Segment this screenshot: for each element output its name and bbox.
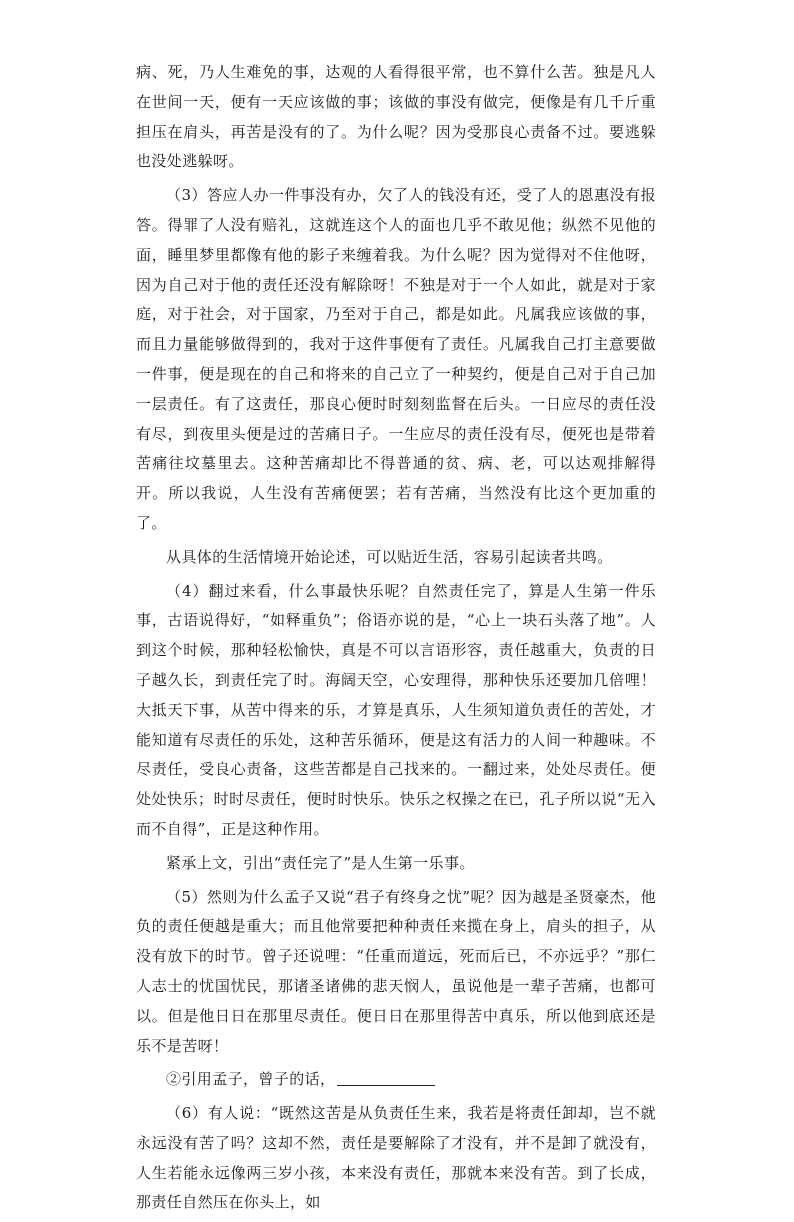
annotation-1: 从具体的生活情境开始论述，可以贴近生活，容易引起读者共鸣。 [166,547,613,566]
answer-blank[interactable] [337,1069,435,1086]
paragraph-6: （6）有人说：“既然这苦是从负责任生来，我若是将责任卸却，岂不就永远没有苦了吗？这却不然，责任是要解除了才没有，并不是卸了就没有，人生若能永远像两三岁小孩，本来没有责任，那就本来没有苦。到了长成，那责任自然压在你头上，如 [136,1104,656,1212]
annotation-2: 紧承上文，引出“责任完了”是人生第一乐事。 [166,853,475,872]
paragraph-3: （3）答应人办一件事没有办，欠了人的钱没有还，受了人的恩惠没有报答。得罪了人没有赔礼，这就连这个人的面也几乎不敢见他；纵然不见他的面，睡里梦里都像有他的影子来缠着我。为什么呢？因为觉得对不住他呀，因为自己对于他的责任还没有解除呀！不独是对于一个人如此，就是对于家庭，对于社会，对于国家，乃至对于自己，都是如此。凡属我应该做的事，而且力量能够做得到的，我对于这件事便有了责任。凡属我自己打主意要做一件事，便是现在的自己和将来的自己立了一种契约，便是自己对于自己加一层责任。有了这责任，那良心便时时刻刻监督在后头。一日应尽的责任没有尽，到夜里头便是过的苦痛日子。一生应尽的责任没有尽，便死也是带着苦痛往坟墓里去。这种苦痛却比不得普通的贫、病、老，可以达观排解得开。所以我说，人生没有苦痛便罢；若有苦痛，当然没有比这个更加重的了。 [136,186,656,532]
question-2 [136,1065,656,1095]
document-body [136,58,656,1222]
question-2-text: ②引用孟子，曾子的话， [166,1070,336,1089]
paragraph-continuation: 病、死，乃人生难免的事，达观的人看得很平常，也不算什么苦。独是凡人在世间一天，便有一天应该做的事；该做的事没有做完，便像是有几千斤重担压在肩头，再苦是没有的了。为什么呢？因为受那良心责备不过。要逃躲也没处逃躲呀。 [136,63,656,171]
paragraph-5: （5）然则为什么孟子又说“君子有终身之忧”呢？因为越是圣贤豪杰，他负的责任便越是重大；而且他常要把种种责任来揽在身上，肩头的担子，从没有放下的时节。曾子还说哩：“任重而道远，死而后已，不亦远乎？”那仁人志士的忧国忧民，那诸圣诸佛的悲天悯人，虽说他是一辈子苦痛，也都可以。但是他日日在那里尽责任。便日日在那里得苦中真乐，所以他到底还是乐不是苦呀！ [136,887,656,1055]
paragraph-4: （4）翻过来看，什么事最快乐呢？自然责任完了，算是人生第一件乐事，古语说得好，“如释重负”；俗语亦说的是，“心上一块石头落了地”。人到这个时候，那种轻松愉快，真是不可以言语形容，责任越重大，负责的日子越久长，到责任完了时。海阔天空，心安理得，那种快乐还要加几倍哩！大抵天下事，从苦中得来的乐，才算是真乐，人生须知道负责任的苦处，才能知道有尽责任的乐处，这种苦乐循环，便是这有活力的人间一种趣味。不尽责任，受良心责备，这些苦都是自己找来的。一翻过来，处处尽责任。便处处快乐；时时尽责任，便时时快乐。快乐之权操之在已，孔子所以说“无入而不自得”，正是这种作用。 [136,581,656,838]
